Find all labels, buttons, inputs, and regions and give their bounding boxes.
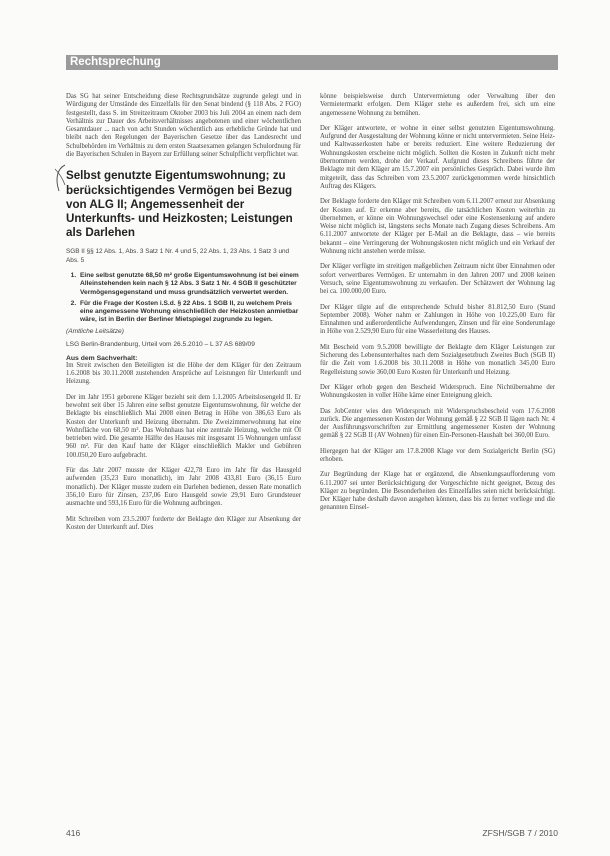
page-number: 416 — [66, 828, 81, 838]
headnote-item: 2. Für die Frage der Kosten i.S.d. § 22 Abs. 1 SGB II, zu welchem Preis eine angemessene Wohnung einschließlich der Heizkosten anmietbar wäre, ist in Berlin der Berliner Mietspiegel zugrunde zu legen. — [78, 300, 301, 325]
section-header-title: Rechtsprechung — [70, 56, 161, 68]
norms-list: SGB II §§ 12 Abs. 1, Abs. 3 Satz 1 Nr. 4 und 5, 22 Abs. 1, 23 Abs. 1 Satz 3 und Abs. 5 — [66, 248, 290, 264]
facts-heading: Aus dem Sachverhalt: — [66, 354, 138, 362]
facts-paragraph: Für das Jahr 2007 musste der Kläger 422,78 Euro im Jahr für das Hausgeld aufwenden (35,23 Euro monatlich), im Jahr 2008 433,81 Euro (36,15 Euro monatlich). Der Kläger musste zudem ein Darlehen bedienen, dessen Rate monatlich 356,10 Euro für Zinsen, 237,06 Euro Hausgeld sowie 29,91 Euro Grundsteuer ausmachte und 593,16 Euro für die Wohnung aufbringen. — [66, 467, 301, 508]
body-paragraph: Der Beklagte forderte den Kläger mit Schreiben vom 6.11.2007 erneut zur Absenkung der Kosten auf. Er erkenne aber bereits, die tatsächlichen Kosten weiterhin zu übernehmen, er könne ein Wohnungswechsel oder eine Kostensenkung auf andere Weise nicht möglich ist, längstens sechs Monate nach Zugang dieses Schreibens. Am 6.11.2007 antwortete der Kläger per E-Mail an die Beklagte, dass – wie bereits bekannt – eine Verringerung der Wohnungskosten nicht möglich und ein Verkauf der Wohnung nicht anstehen werde müsse. — [320, 198, 555, 256]
journal-reference: ZFSH/SGB 7 / 2010 — [482, 828, 558, 838]
body-paragraph: Der Kläger tilgte auf die entsprechende Schuld bisher 81.812,50 Euro (Stand September 2008). Woher nahm er Zahlungen in Höhe von 10.225,00 Euro für Einnahmen und außerordentliche Aufwendungen, Zinsen und für eine Sonderumlage in Höhe von 2.529,90 Euro für eine Wasserleitung des Hauses. — [320, 303, 555, 336]
body-paragraph: Der Kläger erhob gegen den Bescheid Widerspruch. Eine Nichtübernahme der Wohnungskosten in voller Höhe käme einer Enteignung gleich. — [320, 383, 555, 400]
intro-paragraph: Das SG hat seiner Entscheidung diese Rechtsgrundsätze zugrunde gelegt und in Würdigung der Umstände des Einzelfalls für den Senat bindend (§ 118 Abs. 2 FGO) festgestellt, dass S. im Streitzeitraum Oktober 2003 bis Juli 2004 an einem nach dem Verhältnis zur Dauer des Arbeitsverhältnisses angebotenen und einer wöchentlichen Gesamtdauer ... nach von acht Stunden wöchentlich aus erhebliche Gründe hat und bleibt nach den Regelungen der Bayerischen Gesetze über das Landesrecht und Schulbehörden im Verhältnis zu dem ersten Staatsexamen gelangen Schulordnung für die Bayerischen Schulen in Bayern zur Erfüllung seiner Schulpflicht verpflichtet war. — [66, 93, 301, 159]
decision-title — [66, 169, 301, 240]
body-paragraph: Der Kläger verfügte im streitigen maßgeblichen Zeitraum nicht über Einnahmen oder sofort verwertbares Vermögen. Er unternahm in den Jahren 2007 und 2008 keinen Versuch, seine Eigentumswohnung zu verkaufen. Der Schätzwert der Wohnung lag bei ca. 100.000,00 Euro. — [320, 263, 555, 296]
body-paragraph: Das JobCenter wies den Widerspruch mit Widerspruchsbescheid vom 17.6.2008 zurück. Die angemessenen Kosten der Wohnung gemäß § 22 SGB II lägen nach Nr. 4 der Ausführungsvorschriften zur Ermittlung angemessener Kosten der Wohnung gemäß § 22 SGB II (AV Wohnen) für einen Ein-Personen-Haushalt bei 360,00 Euro. — [320, 407, 555, 440]
headnote-item: 1. Eine selbst genutzte 68,50 m² große Eigentumswohnung ist bei einem Alleinstehenden kein nach § 12 Abs. 3 Satz 1 Nr. 4 SGB II geschützter Vermögensgegenstand und muss grundsätzlich verwertet werden. — [78, 272, 301, 297]
handwritten-bracket-icon — [53, 163, 67, 193]
decision-title-text: Selbst genutzte Eigentumswohnung; zu berücksichtigendes Vermögen bei Bezug von ALG II; Angemessenheit der Unterkunfts- und Heizkosten; Leistungen als Darlehen — [66, 169, 293, 240]
body-paragraph: könne beispielsweise durch Untervermietung oder Verwaltung über den Vermietermarkt erfolgen. Dem Kläger stehe es außerdem frei, sich um eine angemessene Wohnung zu bemühen. — [320, 93, 555, 117]
facts-paragraph: Mit Schreiben vom 23.5.2007 forderte der Beklagte den Kläger zur Absenkung der Kosten der Unterkunft auf. Dies — [66, 515, 301, 531]
left-column — [66, 93, 301, 539]
body-paragraph: Mit Bescheid vom 9.5.2008 bewilligte der Beklagte dem Kläger Leistungen zur Sicherung des Lebensunterhaltes nach dem Sozialgesetzbuch Zweites Buch (SGB II) für die Zeit vom 1.6.2008 bis 30.11.2008 in Höhe von monatlich 345,00 Euro Regelleistung sowie 360,00 Euro Kosten für Unterkunft und Heizung. — [320, 343, 555, 376]
headnotes-list — [66, 272, 301, 325]
body-paragraph: Der Kläger antwortete, er wohne in einer selbst genutzten Eigentumswohnung. Aufgrund der Ausgestaltung der Wohnung könne er nicht untervermieten. Seine Heiz- und Kaltwasserkosten habe er bereits reduziert. Eine weitere Reduzierung der Wohnungskosten erscheine nicht möglich. Sollten die Kosten in Zukunft nicht mehr übernommen werden, drohe der Verkauf. Aufgrund dieses Schreibens führte der Beklagte mit dem Kläger am 15.7.2007 ein persönliches Gespräch. Dabei wurde ihm mitgeteilt, dass das Schreiben vom 23.5.2007 zurückgenommen werde hinsichtlich Auftrag des Klägers. — [320, 124, 555, 190]
body-paragraph: Hiergegen hat der Kläger am 17.8.2008 Klage vor dem Sozialgericht Berlin (SG) erhoben. — [320, 447, 555, 463]
official-headnote-note: (Amtliche Leitsätze) — [66, 327, 124, 335]
court-citation: LSG Berlin-Brandenburg, Urteil vom 26.5.2010 – L 37 AS 689/09 — [66, 340, 255, 348]
facts-paragraph: Der im Jahr 1951 geborene Kläger bezieht seit dem 1.1.2005 Arbeitslosengeld II. Er bewohnt seit über 15 Jahren eine selbst genutzte Eigentumswohnung, für welche der Beklagte bis einschließlich Mai 2008 einen Betrag in Höhe von 386,63 Euro als Kosten der Unterkunft und Heizung übernahm. Die Zweizimmerwohnung hat eine Wohnfläche von 68,50 m². Das Wohnhaus hat eine zentrale Heizung, welche mit Öl betrieben wird. Die gesamte Hälfte des Hauses mit insgesamt 15 Wohnungen umfasst 960 m². Für den Kauf hatte der Kläger einschließlich Makler und Gebühren 100.050,20 Euro aufgebracht. — [66, 393, 301, 459]
facts-paragraph: Im Streit zwischen den Beteiligten ist die Höhe der dem Kläger für den Zeitraum 1.6.2008 bis 30.11.2008 zustehenden Ansprüche auf Leistungen für Unterkunft und Heizung. — [66, 361, 301, 386]
body-paragraph: Zur Begründung der Klage hat er ergänzend, die Absenkungsaufforderung vom 6.11.2007 sei unter Berücksichtigung der Vorgeschichte nicht geeignet, Bezug des Kläger zu begründen. Die Besonderheiten des Einzelfalles seien nicht berücksichtigt. Der Kläger habe deshalb davon ausgehen können, dass bis zu ferner vorliege und die genannten Einsel- — [320, 471, 555, 512]
right-column — [320, 93, 555, 520]
